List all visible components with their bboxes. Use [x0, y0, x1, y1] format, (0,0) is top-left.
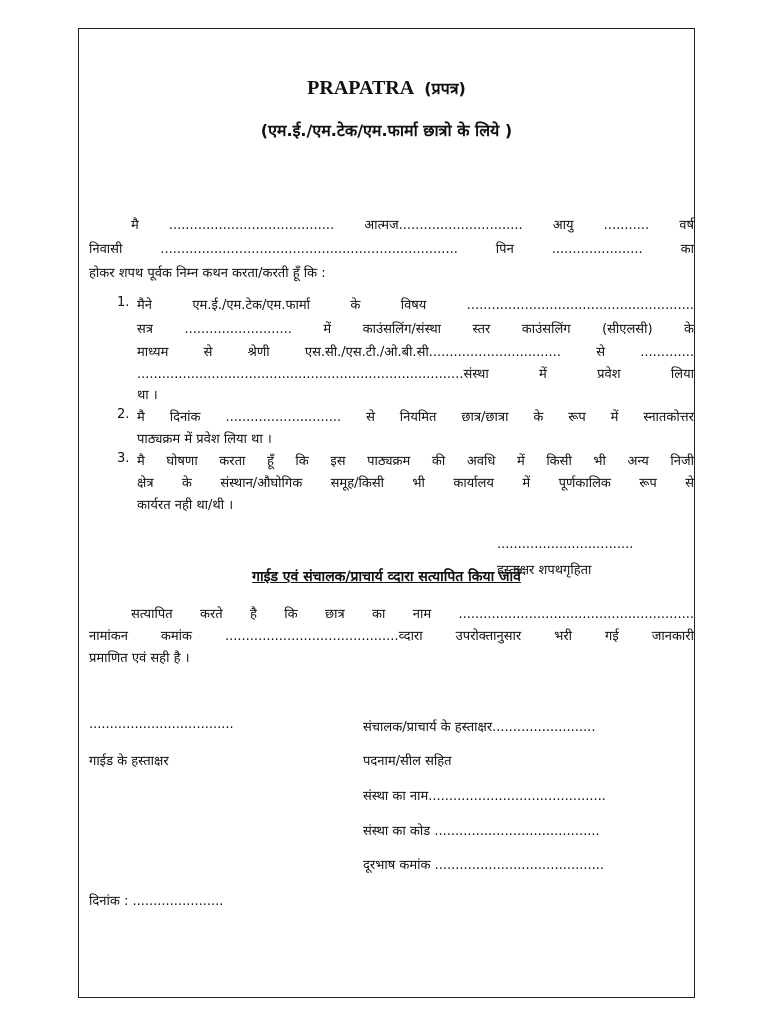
guide-signature-label: गाईड के हस्ताक्षर: [89, 754, 169, 769]
item-1-line-3: माध्यम से श्रेणी एस.सी./एस.टी./ओ.बी.सी................................ से .............: [137, 345, 694, 360]
item-1-line-1: मैने एम.ई./एम.टेक/एम.फार्मा के विषय .......................................................: [137, 298, 694, 313]
item-3-line-1: मै घोषणा करता हूँ कि इस पाठ्यक्रम की अवधि में किसी भी अन्य निजी: [137, 454, 694, 469]
designation-seal: पदनाम/सील सहित: [363, 754, 452, 769]
director-signature: संचालक/प्राचार्य के हस्ताक्षर.........................: [363, 720, 596, 735]
verification-heading: गाईड एवं संचालक/प्राचार्य व्दारा सत्यापित किया जावें: [252, 569, 521, 585]
item-1-line-5: था ।: [137, 388, 158, 403]
item-2-line-1: मै दिनांक ............................ से नियमित छात्र/छात्रा के रूप में स्नातकोत्तर: [137, 410, 694, 425]
form-page: [78, 28, 695, 998]
date-field: दिनांक : ......................: [89, 894, 224, 909]
intro-line-3: होकर शपथ पूर्वक निम्न कथन करता/करती हूँ कि :: [89, 266, 326, 281]
intro-line-2: निवासी ........................................................................ पिन ...................... का: [89, 242, 694, 257]
item-3-line-3: कार्यरत नही था/थी ।: [137, 498, 234, 513]
form-title: [79, 77, 694, 100]
title-latin: PRAPATRA: [307, 77, 415, 99]
deponent-signature-line: .................................: [497, 537, 634, 552]
item-3-line-2: क्षेत्र के संस्थान/औघोगिक समूह/किसी भी कार्यालय में पूर्णकालिक रूप से: [137, 476, 694, 491]
verify-line-2: नामांकन कमांक ..........................................व्दारा उपरोक्तानुसार भरी गई जानकारी: [89, 629, 694, 644]
verify-line-1: सत्यापित करते है कि छात्र का नाम .........................................................: [131, 607, 694, 622]
title-hindi: (प्रपत्र): [424, 79, 466, 98]
institute-code: संस्था का कोड ........................................: [363, 824, 600, 839]
item-1-line-4: ...............................................................................संस्था में प्रवेश लिया: [137, 367, 694, 382]
intro-line-1: मै ........................................ आत्मज.............................. आयु ........... वर्ष: [131, 218, 694, 233]
phone-number: दूरभाष कमांक .........................................: [363, 858, 605, 873]
deponent-signature-label: हस्ताक्षर शपथगृहिता: [497, 563, 592, 578]
item-1-line-2: सत्र .......................... में काउंसलिंग/संस्था स्तर काउंसलिंग (सीएलसी) के: [137, 322, 694, 337]
guide-signature-line: ...................................: [89, 717, 234, 732]
item-3-number: 3.: [117, 451, 130, 466]
item-2-number: 2.: [117, 407, 130, 422]
verify-line-3: प्रमाणित एवं सही है ।: [89, 651, 190, 666]
institute-name: संस्था का नाम...........................................: [363, 789, 606, 804]
item-2-line-2: पाठ्यक्रम में प्रवेश लिया था ।: [137, 432, 272, 447]
item-1-number: 1.: [117, 295, 130, 310]
form-subtitle: (एम.ई./एम.टेक/एम.फार्मा छात्रो के लिये ): [260, 121, 513, 140]
